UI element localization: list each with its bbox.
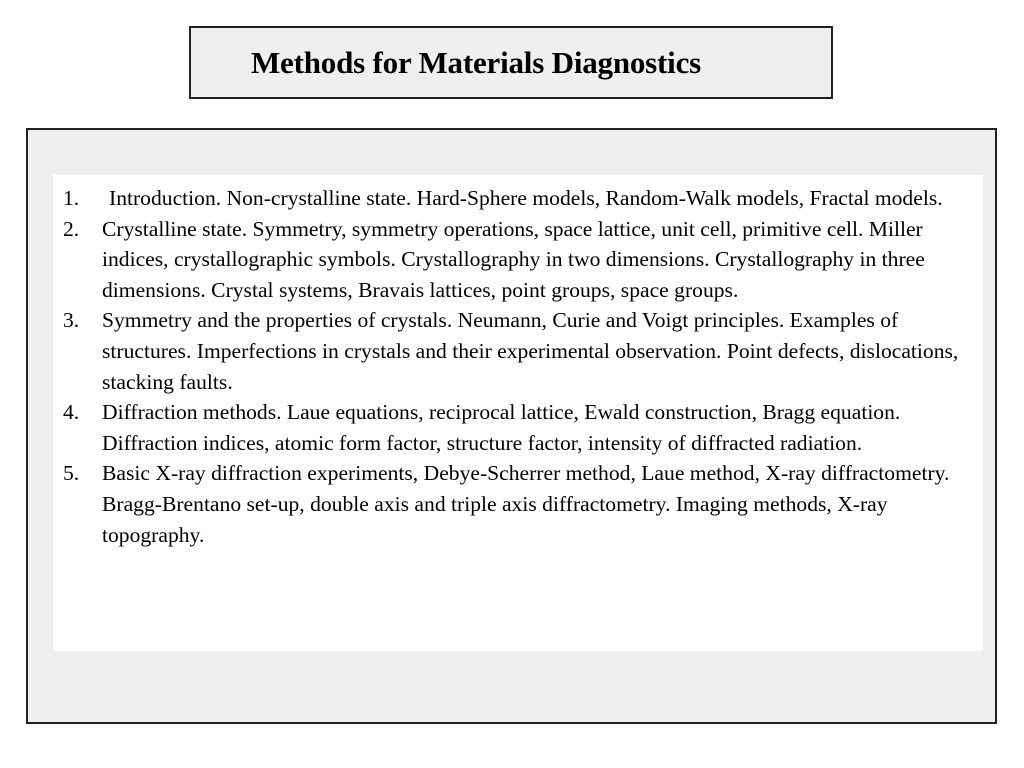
list-item-text: Introduction. Non-crystalline state. Hard-Sphere models, Random-Walk models, Fractal models. xyxy=(109,186,943,210)
list-item xyxy=(53,214,983,306)
list-item-text: Symmetry and the properties of crystals. Neumann, Curie and Voigt principles. Examples of structures. Imperfections in crystals and their experimental observation. Point defects, dislocations, stacking faults. xyxy=(102,308,959,394)
title-box xyxy=(189,26,833,99)
list-item-number: 3. xyxy=(63,308,80,333)
list-item-number: 4. xyxy=(63,400,80,425)
list-item xyxy=(53,183,983,214)
topic-list-box xyxy=(53,175,983,651)
content-panel xyxy=(26,128,997,724)
list-item xyxy=(53,458,983,550)
list-item-text: Diffraction methods. Laue equations, reciprocal lattice, Ewald construction, Bragg equation. Diffraction indices, atomic form factor, structure factor, intensity of diffracted radiation. xyxy=(102,400,901,455)
list-item-number: 2. xyxy=(63,216,80,241)
topic-list xyxy=(53,183,983,550)
list-item xyxy=(53,305,983,397)
list-item-text: Crystalline state. Symmetry, symmetry operations, space lattice, unit cell, primitive cell. Miller indices, crystallographic symbols. Crystallography in two dimensions. Crystallography in three dimensions. Crystal systems, Bravais lattices, point groups, space groups. xyxy=(102,216,925,302)
page-title: Methods for Materials Diagnostics xyxy=(250,44,701,80)
list-item-number: 5. xyxy=(63,461,80,486)
list-item-number: 1. xyxy=(63,186,80,210)
list-item-text: Basic X-ray diffraction experiments, Debye-Scherrer method, Laue method, X-ray diffractometry. Bragg-Brentano set-up, double axis and triple axis diffractometry. Imaging methods, X-ray topography. xyxy=(102,461,950,547)
list-item xyxy=(53,397,983,458)
